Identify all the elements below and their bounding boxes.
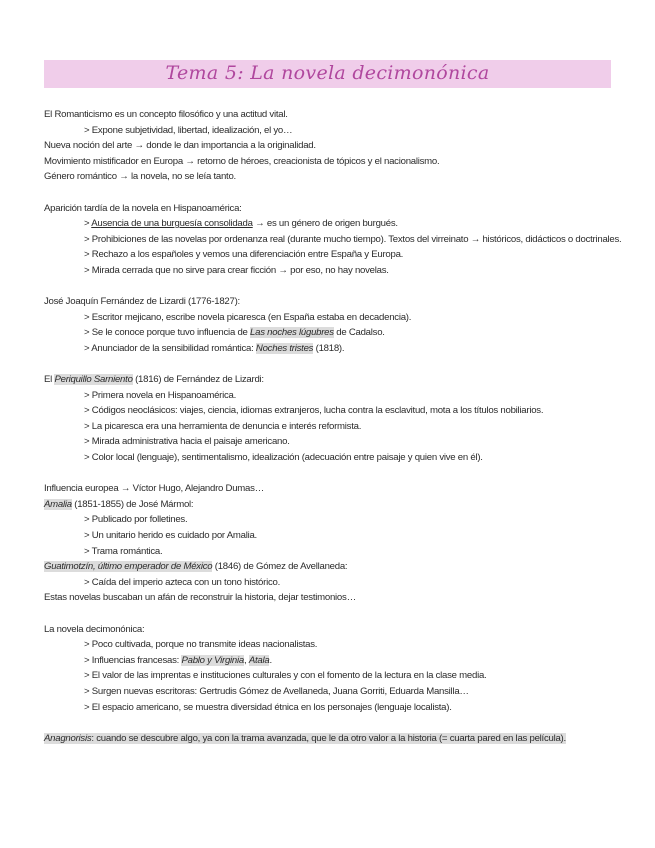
bullet-line: > Escritor mejicano, escribe novela picaresca (en España estaba en decadencia). <box>84 311 412 323</box>
notes-body <box>44 107 624 746</box>
underlined-text: Ausencia de una burguesía consolidada <box>91 218 253 230</box>
highlighted-title: Noches tristes <box>255 342 314 354</box>
section-heading <box>44 559 624 575</box>
bullet-line: > Caída del imperio azteca con un tono histórico. <box>84 576 281 588</box>
text-span: , <box>243 654 249 666</box>
section-heading <box>44 372 624 388</box>
bullet-prefix: > <box>84 218 92 230</box>
text-span: (1846) de Gómez de Avellaneda: <box>212 561 348 573</box>
bullet-line: > Expone subjetividad, libertad, idealización, el yo… <box>84 124 293 136</box>
text-span: (1816) de Fernández de Lizardi: <box>132 374 264 386</box>
text-span: > Se le conoce porque tuvo influencia de <box>84 327 251 339</box>
text-line: Nueva noción del arte → donde le dan importancia a la originalidad. <box>44 140 316 152</box>
bullet-line: > Poco cultivada, porque no transmite ideas nacionalistas. <box>84 639 318 651</box>
bullet-line: > Trama romántica. <box>84 545 163 557</box>
bullet-line: > Surgen nuevas escritoras: Gertrudis Gómez de Avellaneda, Juana Gorriti, Eduarda Mansilla… <box>84 685 469 697</box>
bullet-line <box>44 216 624 232</box>
text-span: de Cadalso. <box>333 327 385 339</box>
bullet-line: > Publicado por folletines. <box>84 514 188 526</box>
bullet-line <box>44 653 624 669</box>
text-line: Género romántico → la novela, no se leía tanto. <box>44 171 236 183</box>
text-span: El <box>44 374 55 386</box>
highlighted-title: Atala <box>248 654 270 666</box>
highlighted-title: Pablo y Virginia <box>181 654 244 666</box>
definition-text: : cuando se descubre algo, ya con la trama avanzada, que le da otro valor a la historia (= cuarta pared en las película). <box>91 732 566 744</box>
section-heading: Aparición tardía de la novela en Hispanoamérica: <box>44 202 242 214</box>
bullet-line: > Mirada cerrada que no sirve para crear ficción → por eso, no hay novelas. <box>84 264 389 276</box>
highlighted-title: Amalia <box>44 498 72 510</box>
text-span: → es un género de origen burgués. <box>252 218 398 230</box>
section-heading: La novela decimonónica: <box>44 623 145 635</box>
title-banner <box>44 60 611 88</box>
page-title: Tema 5: La novela decimonónica <box>165 62 490 84</box>
highlighted-title: Las noches lúgubres <box>250 327 334 339</box>
text-line: El Romanticismo es un concepto filosófico y una actitud vital. <box>44 109 288 120</box>
text-span: (1851-1855) de José Mármol: <box>71 498 194 510</box>
text-span: > Anunciador de la sensibilidad romántica: <box>84 342 256 354</box>
text-span: . <box>269 654 272 666</box>
highlighted-title: Periquillo Sarniento <box>54 374 133 386</box>
text-span: (1818). <box>313 342 345 354</box>
bullet-line: > Color local (lenguaje), sentimentalismo, idealización (adecuación entre paisaje y quien vive en él). <box>84 452 483 464</box>
bullet-line: > Primera novela en Hispanoamérica. <box>84 389 237 401</box>
text-line: Estas novelas buscaban un afán de reconstruir la historia, dejar testimonios… <box>44 592 356 604</box>
section-heading: José Joaquín Fernández de Lizardi (1776-1827): <box>44 296 240 308</box>
text-line: Influencia europea → Víctor Hugo, Alejandro Dumas… <box>44 483 265 495</box>
text-span: > Influencias francesas: <box>84 654 182 666</box>
bullet-line: > Un unitario herido es cuidado por Amalia. <box>84 530 257 542</box>
bullet-line: > Rechazo a los españoles y vemos una diferenciación entre España y Europa. <box>84 249 404 261</box>
bullet-line: > Mirada administrativa hacia el paisaje americano. <box>84 436 290 448</box>
definition-line <box>44 731 624 747</box>
highlighted-term: Anagnorisis <box>44 732 92 744</box>
bullet-line <box>44 325 624 341</box>
bullet-line: > La picaresca era una herramienta de denuncia e interés reformista. <box>84 420 362 432</box>
highlighted-title: Guatimotzín, último emperador de México <box>44 561 213 573</box>
bullet-line: > El espacio americano, se muestra diversidad étnica en los personajes (lenguaje localista). <box>84 701 452 713</box>
text-line: Movimiento mistificador en Europa → retorno de héroes, creacionista de tópicos y el nacionalismo. <box>44 155 440 167</box>
bullet-line: > El valor de las imprentas e instituciones culturales y con el fomento de la lectura en la clase media. <box>84 670 487 682</box>
bullet-line: > Códigos neoclásicos: viajes, ciencia, idiomas extranjeros, lucha contra la esclavitud, mota a los títulos nobiliarios. <box>84 405 544 417</box>
bullet-line <box>44 341 624 357</box>
bullet-line: > Prohibiciones de las novelas por ordenanza real (durante mucho tiempo). Textos del virreinato → históricos, didácticos o doctrinales. <box>84 233 622 245</box>
section-heading <box>44 497 624 513</box>
